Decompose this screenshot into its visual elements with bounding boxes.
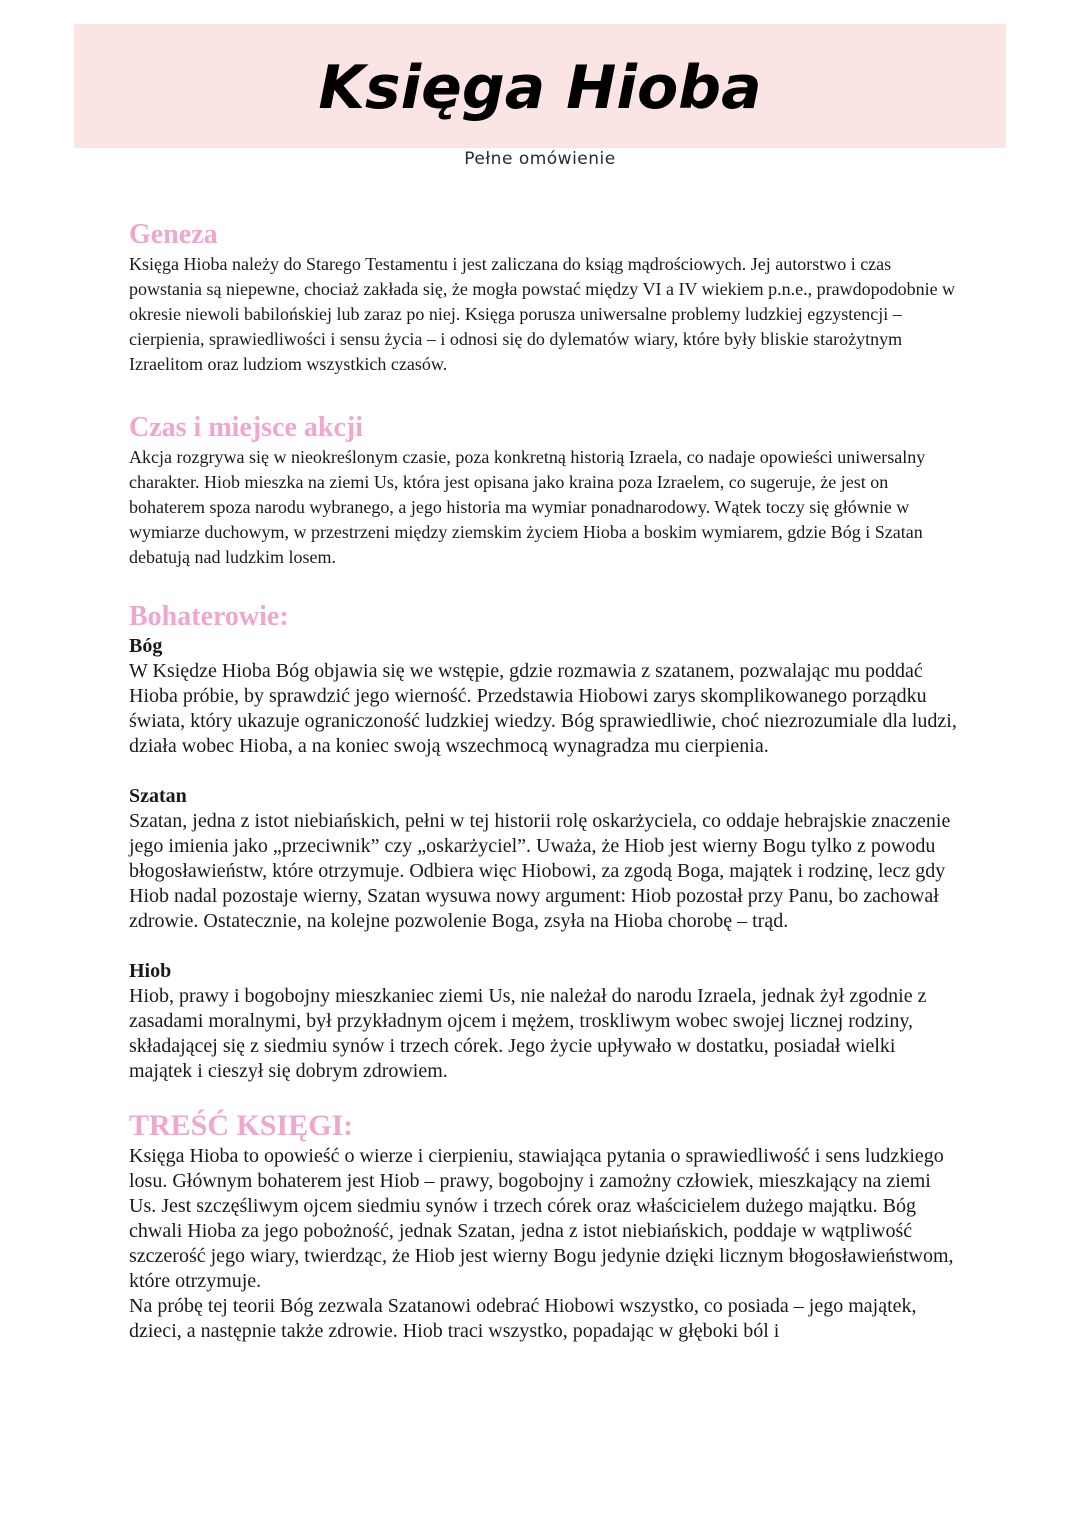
section-heading-czas: Czas i miejsce akcji	[129, 412, 364, 443]
character-szatan	[129, 784, 959, 934]
section-geneza	[129, 218, 959, 377]
section-heading-tresc: TREŚĆ KSIĘGI:	[129, 1109, 354, 1142]
character-name: Szatan	[129, 785, 187, 807]
section-czas-i-miejsce	[129, 411, 959, 570]
paragraph-czas: Akcja rozgrywa się w nieokreślonym czasie, poza konkretną historią Izraela, co nadaje opowieści uniwersalny charakter. Hiob mieszka na ziemi Us, która jest opisana jako kraina poza Izraelem, co sugeruje, że jest on bohaterem spoza narodu wybranego, a jego historia ma wymiar ponadnarodowy. Wątek toczy się głównie w wymiarze duchowym, w przestrzeni między ziemskim życiem Hioba a boskim wymiarem, gdzie Bóg i Szatan debatują nad ludzkim losem.	[129, 447, 926, 567]
character-name: Hiob	[129, 960, 172, 982]
document-subtitle: Pełne omówienie	[464, 149, 616, 169]
character-bog	[129, 634, 959, 759]
character-description: Hiob, prawy i bogobojny mieszkaniec ziemi Us, nie należał do narodu Izraela, jednak żył zgodnie z zasadami moralnymi, był przykładnym ojcem i mężem, troskliwym wobec swojej licznej rodziny, składającej się z siedmiu synów i trzech córek. Jego życie upływało w dostatku, posiadał wielki majątek i cieszył się dobrym zdrowiem.	[129, 985, 927, 1082]
paragraph-geneza: Księga Hioba należy do Starego Testamentu i jest zaliczana do ksiąg mądrościowych. Jej autorstwo i czas powstania są niepewne, chociaż zakłada się, że mogła powstać między VI a IV wiekiem p.n.e., prawdopodobnie w okresie niewoli babilońskiej lub zaraz po niej. Księga porusza uniwersalne problemy ludzkiej egzystencji – cierpienia, sprawiedliwości i sensu życia – i odnosi się do dylematów wiary, które były bliskie starożytnym Izraelitom oraz ludziom wszystkich czasów.	[129, 254, 956, 374]
title-banner	[74, 24, 1006, 169]
character-description: W Księdze Hioba Bóg objawia się we wstępie, gdzie rozmawia z szatanem, pozwalając mu poddać Hioba próbie, by sprawdzić jego wierność. Przedstawia Hiobowi zarys skomplikowanego porządku świata, który ukazuje ograniczoność ludzkiej wiedzy. Bóg sprawiedliwie, choć niezrozumiale dla ludzi, działa wobec Hioba, a na koniec swoją wszechmocą wynagradza mu cierpienia.	[129, 660, 957, 757]
document-title: Księga Hioba	[318, 53, 762, 123]
character-hiob	[129, 959, 959, 1084]
paragraph-tresc-2: Na próbę tej teorii Bóg zezwala Szatanowi odebrać Hiobowi wszystko, co posiada – jego majątek, dzieci, a następnie także zdrowie. Hiob traci wszystko, popadając w głęboki ból i	[129, 1295, 917, 1342]
section-bohaterowie	[129, 600, 959, 1084]
section-heading-bohaterowie: Bohaterowie:	[129, 601, 289, 632]
document-body	[129, 218, 959, 1344]
section-tresc-ksiegi	[129, 1108, 959, 1344]
character-description: Szatan, jedna z istot niebiańskich, pełni w tej historii rolę oskarżyciela, co oddaje hebrajskie znaczenie jego imienia jako „przeciwnik” czy „oskarżyciel”. Uważa, że Hiob jest wierny Bogu tylko z powodu błogosławieństw, które otrzymuje. Odbiera więc Hiobowi, za zgodą Boga, majątek i rodzinę, lecz gdy Hiob nadal pozostaje wierny, Szatan wysuwa nowy argument: Hiob pozostał przy Panu, bo zachował zdrowie. Ostatecznie, na kolejne pozwolenie Boga, zsyła na Hioba chorobę – trąd.	[129, 810, 951, 932]
section-heading-geneza: Geneza	[129, 219, 218, 250]
character-name: Bóg	[129, 635, 163, 657]
paragraph-tresc-1: Księga Hioba to opowieść o wierze i cierpieniu, stawiająca pytania o sprawiedliwość i sens ludzkiego losu. Głównym bohaterem jest Hiob – prawy, bogobojny i zamożny człowiek, mieszkający na ziemi Us. Jest szczęśliwym ojcem siedmiu synów i trzech córek oraz właścicielem dużego majątku. Bóg chwali Hioba za jego pobożność, jednak Szatan, jedna z istot niebiańskich, poddaje w wątpliwość szczerość jego wiary, twierdząc, że Hiob jest wierny Bogu jedynie dzięki licznym błogosławieństwom, które otrzymuje.	[129, 1145, 954, 1292]
